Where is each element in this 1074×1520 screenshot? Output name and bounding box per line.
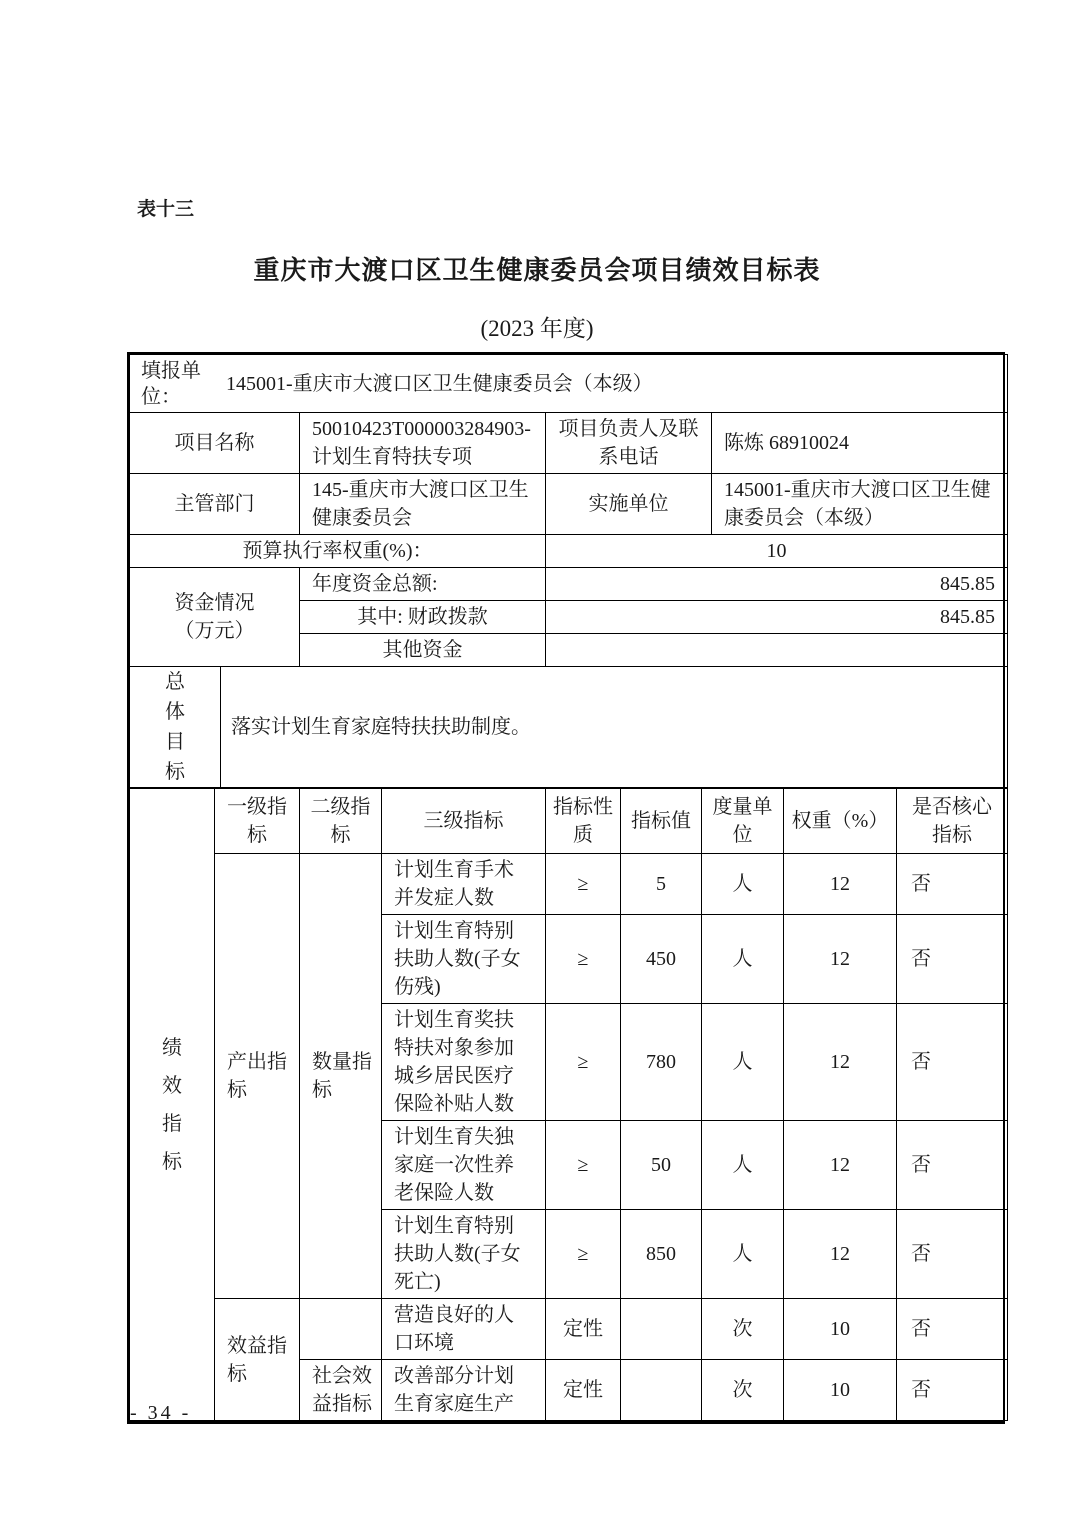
report-unit-cell (130, 355, 1008, 413)
indicator-unit: 人 (702, 854, 784, 915)
indicator-weight: 12 (784, 1210, 897, 1299)
indicator-row (130, 854, 1008, 915)
indicator-core: 否 (897, 1210, 1008, 1299)
project-info-table (129, 354, 1008, 788)
indicator-nature: ≥ (546, 1210, 621, 1299)
leader-label: 项目负责人及联系电话 (546, 413, 712, 474)
row-project-name (130, 413, 1008, 474)
indicator-header-row (130, 789, 1008, 854)
funds-other-label: 其他资金 (300, 634, 546, 667)
indicator-unit: 次 (702, 1299, 784, 1360)
page-number: - 34 - (130, 1402, 192, 1424)
indicator-value: 50 (621, 1121, 702, 1210)
indicator-unit: 人 (702, 1121, 784, 1210)
page-title: 重庆市大渡口区卫生健康委员会项目绩效目标表 (253, 256, 821, 285)
indicator-name: 改善部分计划生育家庭生产 (382, 1360, 546, 1421)
indicator-unit: 人 (702, 1004, 784, 1121)
indicator-unit: 人 (702, 1210, 784, 1299)
report-unit-flex (130, 358, 1007, 410)
project-name-value: 50010423T000003284903-计划生育特扶专项 (300, 413, 546, 474)
indicator-name: 计划生育特别扶助人数(子女伤残) (382, 915, 546, 1004)
page-subtitle: (2023 年度) (480, 316, 594, 341)
indicator-row (130, 1299, 1008, 1360)
budget-weight-value: 10 (546, 535, 1008, 568)
funds-fiscal-label: 其中: 财政拨款 (300, 601, 546, 634)
group-social-label: 社会效益指标 (300, 1360, 382, 1421)
funds-label: 资金情况（万元） (174, 592, 255, 642)
performance-indicator-label: 绩效指标 (162, 1036, 182, 1173)
indicator-unit: 次 (702, 1360, 784, 1421)
indicator-value: 5 (621, 854, 702, 915)
funds-total-label: 年度资金总额: (300, 568, 546, 601)
header-level2: 二级指标 (300, 789, 382, 854)
row-funds-total (130, 568, 1008, 601)
indicator-core: 否 (897, 1004, 1008, 1121)
indicator-unit: 人 (702, 915, 784, 1004)
row-dept (130, 474, 1008, 535)
group-output-label: 产出指标 (215, 854, 300, 1299)
funds-total-value: 845.85 (546, 568, 1008, 601)
header-level3: 三级指标 (382, 789, 546, 854)
indicator-nature: 定性 (546, 1360, 621, 1421)
indicator-name: 计划生育奖扶特扶对象参加城乡居民医疗保险补贴人数 (382, 1004, 546, 1121)
budget-weight-label: 预算执行率权重(%)： (130, 535, 546, 568)
group-benefit-label: 效益指标 (215, 1299, 300, 1421)
indicator-table (129, 788, 1008, 1421)
indicator-name: 计划生育失独家庭一次性养老保险人数 (382, 1121, 546, 1210)
indicator-nature: ≥ (546, 915, 621, 1004)
indicator-core: 否 (897, 1360, 1008, 1421)
row-report-unit (130, 355, 1008, 413)
performance-indicator-label-cell (130, 789, 215, 1421)
funds-other-value (546, 634, 1008, 667)
indicator-weight: 12 (784, 854, 897, 915)
overall-goal-label-cell (130, 667, 221, 788)
indicator-core: 否 (897, 1299, 1008, 1360)
indicator-weight: 10 (784, 1299, 897, 1360)
performance-target-table (127, 352, 1005, 1424)
row-budget-weight (130, 535, 1008, 568)
indicator-nature: ≥ (546, 854, 621, 915)
project-name-label: 项目名称 (130, 413, 300, 474)
header-level1: 一级指标 (215, 789, 300, 854)
leader-value: 陈炼 68910024 (712, 413, 1008, 474)
indicator-core: 否 (897, 854, 1008, 915)
indicator-value (621, 1299, 702, 1360)
indicator-nature: ≥ (546, 1004, 621, 1121)
indicator-value (621, 1360, 702, 1421)
indicator-nature: 定性 (546, 1299, 621, 1360)
impl-unit-value: 145001-重庆市大渡口区卫生健康委员会（本级） (712, 474, 1008, 535)
header-unit: 度量单位 (702, 789, 784, 854)
indicator-name: 计划生育特别扶助人数(子女死亡) (382, 1210, 546, 1299)
indicator-core: 否 (897, 1121, 1008, 1210)
overall-goal-value: 落实计划生育家庭特扶扶助制度。 (221, 667, 1008, 788)
table-tag: 表十三 (137, 198, 195, 220)
indicator-value: 850 (621, 1210, 702, 1299)
indicator-name: 营造良好的人口环境 (382, 1299, 546, 1360)
header-weight: 权重（%） (784, 789, 897, 854)
report-unit-label: 填报单位： (141, 359, 201, 408)
header-nature: 指标性质 (546, 789, 621, 854)
funds-fiscal-value: 845.85 (546, 601, 1008, 634)
impl-unit-label: 实施单位 (546, 474, 712, 535)
indicator-name: 计划生育手术并发症人数 (382, 854, 546, 915)
indicator-weight: 12 (784, 1004, 897, 1121)
indicator-weight: 12 (784, 1121, 897, 1210)
indicator-value: 450 (621, 915, 702, 1004)
header-value: 指标值 (621, 789, 702, 854)
row-overall-goal (130, 667, 1008, 788)
header-core: 是否核心指标 (897, 789, 1008, 854)
indicator-nature: ≥ (546, 1121, 621, 1210)
funds-label-cell (130, 568, 300, 667)
cell-level2-empty (300, 1299, 382, 1360)
indicator-value: 780 (621, 1004, 702, 1121)
indicator-weight: 10 (784, 1360, 897, 1421)
overall-goal-label: 总体目标 (165, 671, 185, 783)
dept-label: 主管部门 (130, 474, 300, 535)
indicator-core: 否 (897, 915, 1008, 1004)
indicator-weight: 12 (784, 915, 897, 1004)
dept-value: 145-重庆市大渡口区卫生健康委员会 (300, 474, 546, 535)
report-unit-value: 145001-重庆市大渡口区卫生健康委员会（本级） (226, 372, 653, 395)
group-quantity-label: 数量指标 (300, 854, 382, 1299)
